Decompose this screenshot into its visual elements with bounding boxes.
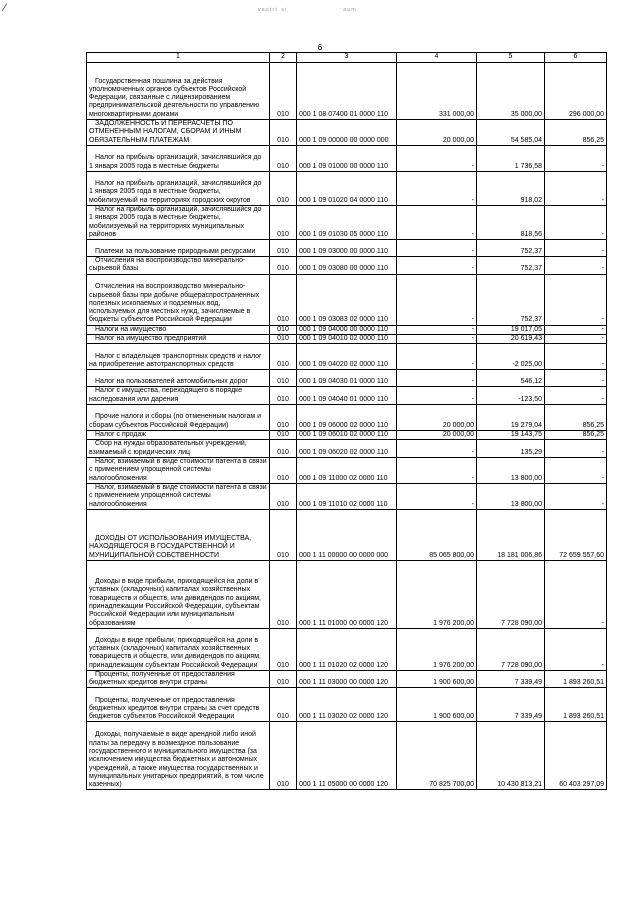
row-name-cell: Налог с продаж [87,430,270,439]
line-code-cell: 010 [270,120,297,146]
row-name-cell: Налог на прибыль организаций, зачислявшийся до 1 января 2005 года в местные бюджеты [87,146,270,172]
executed-amount-cell: 752,37 [477,257,545,275]
table-row [87,370,607,387]
executed-amount-cell: 546,12 [477,370,545,387]
budget-code-cell: 000 1 09 03083 02 0000 110 [297,274,397,325]
row-name-cell: ЗАДОЛЖЕННОСТЬ И ПЕРЕРАСЧЕТЫ ПО ОТМЕНЕННЫМ НАЛОГАМ, СБОРАМ И ИНЫМ ОБЯЗАТЕЛЬНЫМ ПЛАТЕЖАМ [87,120,270,146]
approved-amount-cell: 1 976 200,00 [397,560,477,628]
table-row [87,483,607,509]
table-row [87,344,607,370]
row-name-cell: Налог с имущества, переходящего в порядке наследования или дарения [87,387,270,405]
line-code-cell: 010 [270,404,297,430]
executed-amount-cell: 135,29 [477,440,545,458]
budget-code-cell: 000 1 09 04030 01 0000 110 [297,370,397,387]
row-name-cell: Налог с владельцев транспортных средств и налог на приобретение автотранспортных средств [87,344,270,370]
table-row [87,509,607,560]
approved-amount-cell: - [397,257,477,275]
unexecuted-amount-cell: 1 893 260,51 [545,688,607,722]
executed-amount-cell: 1 736,58 [477,146,545,172]
approved-amount-cell: 331 000,00 [397,63,477,120]
row-name-cell: Налоги на имущество [87,325,270,334]
unexecuted-amount-cell: 856,25 [545,430,607,439]
table-row [87,457,607,483]
approved-amount-cell: 1 900 600,00 [397,670,477,688]
line-code-cell: 010 [270,344,297,370]
executed-amount-cell: 19 279,04 [477,404,545,430]
line-code-cell: 010 [270,387,297,405]
table-row [87,688,607,722]
unexecuted-amount-cell: 72 659 557,60 [545,509,607,560]
column-header: 5 [477,53,545,63]
line-code-cell: 010 [270,274,297,325]
budget-code-cell: 000 1 11 01000 00 0000 120 [297,560,397,628]
row-name-cell: Доходы в виде прибыли, приходящейся на доли в уставных (складочных) капиталах хозяйственных товариществ и обществ, или дивидендов по акциям, принадлежащим субъектам Российской Федерации [87,628,270,670]
executed-amount-cell: 54 585,04 [477,120,545,146]
scan-mark: ˑᵃᵘᵐ [340,6,357,15]
line-code-cell: 010 [270,509,297,560]
approved-amount-cell: - [397,483,477,509]
executed-amount-cell: 7 339,49 [477,688,545,722]
approved-amount-cell: - [397,344,477,370]
table-row [87,120,607,146]
line-code-cell: 010 [270,628,297,670]
table-header-row [87,53,607,63]
budget-code-cell: 000 1 09 11010 02 0000 110 [297,483,397,509]
line-code-cell: 010 [270,483,297,509]
row-name-cell: Проценты, полученные от предоставления бюджетных кредитов внутри страны [87,670,270,688]
table-row [87,172,607,206]
column-header: 1 [87,53,270,63]
budget-code-cell: 000 1 09 06010 02 0000 110 [297,430,397,439]
approved-amount-cell: 1 900 600,00 [397,688,477,722]
line-code-cell: 010 [270,670,297,688]
line-code-cell: 010 [270,172,297,206]
table-row [87,240,607,257]
approved-amount-cell: 1 976 200,00 [397,628,477,670]
executed-amount-cell: 7 339,49 [477,670,545,688]
approved-amount-cell: - [397,457,477,483]
line-code-cell: 010 [270,560,297,628]
approved-amount-cell: - [397,387,477,405]
unexecuted-amount-cell: - [545,146,607,172]
budget-code-cell: 000 1 09 04040 01 0000 110 [297,387,397,405]
row-name-cell: Доходы, получаемые в виде арендной либо иной платы за передачу в возмездное пользование государственного и муниципального имущества (за исключением имущества бюджетных и автономных учреждений, а также имущества государственных и муниципальных унитарных предприятий, в том числе казенных) [87,722,270,790]
approved-amount-cell: - [397,240,477,257]
revenue-table [86,52,607,790]
unexecuted-amount-cell: - [545,257,607,275]
row-name-cell: Налог на пользователей автомобильных дорог [87,370,270,387]
row-name-cell: Государственная пошлина за действия уполномоченных органов субъектов Российской Федерации, связанные с лицензированием предпринимательской деятельности по управлению многоквартирными домами [87,63,270,120]
unexecuted-amount-cell: - [545,440,607,458]
budget-code-cell: 000 1 11 03000 00 0000 120 [297,670,397,688]
line-code-cell: 010 [270,257,297,275]
unexecuted-amount-cell: - [545,274,607,325]
unexecuted-amount-cell: 856,25 [545,404,607,430]
unexecuted-amount-cell: - [545,240,607,257]
row-name-cell: Налог на прибыль организаций, зачислявшийся до 1 января 2005 года в местные бюджеты, мобилизуемый на территориях городских округов [87,172,270,206]
executed-amount-cell: 752,37 [477,240,545,257]
row-name-cell: Налог, взимаемый в виде стоимости патента в связи с применением упрощенной системы налогообложения [87,483,270,509]
column-header: 6 [545,53,607,63]
row-name-cell: Отчисления на воспроизводство минерально-сырьевой базы при добыче общераспространенных полезных ископаемых и подземных вод, используемых для местных нужд, зачисляемые в бюджеты субъектов Российской Федерации [87,274,270,325]
executed-amount-cell: 19 017,05 [477,325,545,334]
table-row [87,440,607,458]
scan-mark: ᵛᵃᵘᵗʳᵗ ˢⁱ [258,6,288,15]
row-name-cell: ДОХОДЫ ОТ ИСПОЛЬЗОВАНИЯ ИМУЩЕСТВА, НАХОДЯЩЕГОСЯ В ГОСУДАРСТВЕННОЙ И МУНИЦИПАЛЬНОЙ СОБСТВЕННОСТИ [87,509,270,560]
budget-code-cell: 000 1 09 04020 02 0000 110 [297,344,397,370]
table-row [87,274,607,325]
unexecuted-amount-cell: - [545,325,607,334]
table-row [87,722,607,790]
table-row [87,335,607,344]
line-code-cell: 010 [270,688,297,722]
row-name-cell: Налог на прибыль организаций, зачислявшийся до 1 января 2005 года в местные бюджеты, мобилизуемый на территориях муниципальных районов [87,206,270,240]
executed-amount-cell: 19 143,75 [477,430,545,439]
unexecuted-amount-cell: - [545,172,607,206]
approved-amount-cell: 20 000,00 [397,404,477,430]
budget-code-cell: 000 1 09 06020 02 0000 110 [297,440,397,458]
unexecuted-amount-cell: - [545,206,607,240]
row-name-cell: Налог, взимаемый в виде стоимости патента в связи с применением упрощенной системы налогообложения [87,457,270,483]
row-name-cell: Платежи за пользование природными ресурсами [87,240,270,257]
executed-amount-cell: 35 000,00 [477,63,545,120]
budget-code-cell: 000 1 08 07400 01 0000 110 [297,63,397,120]
unexecuted-amount-cell: - [545,335,607,344]
unexecuted-amount-cell: - [545,628,607,670]
executed-amount-cell: -123,50 [477,387,545,405]
row-name-cell: Отчисления на воспроизводство минерально-сырьевой базы [87,257,270,275]
approved-amount-cell: - [397,146,477,172]
executed-amount-cell: 7 728 090,00 [477,628,545,670]
table-row [87,670,607,688]
table-row [87,63,607,120]
budget-code-cell: 000 1 09 01000 00 0000 110 [297,146,397,172]
unexecuted-amount-cell: - [545,560,607,628]
budget-code-cell: 000 1 11 00000 00 0000 000 [297,509,397,560]
executed-amount-cell: 13 800,00 [477,483,545,509]
line-code-cell: 010 [270,206,297,240]
approved-amount-cell: - [397,206,477,240]
executed-amount-cell: 752,37 [477,274,545,325]
line-code-cell: 010 [270,457,297,483]
column-header: 3 [297,53,397,63]
budget-code-cell: 000 1 09 01030 05 0000 110 [297,206,397,240]
line-code-cell: 010 [270,722,297,790]
unexecuted-amount-cell: 60 403 297,09 [545,722,607,790]
row-name-cell: Проценты, полученные от предоставления бюджетных кредитов внутри страны за счет средств бюджетов субъектов Российской Федерации [87,688,270,722]
row-name-cell: Доходы в виде прибыли, приходящейся на доли в уставных (складочных) капиталах хозяйственных товариществ и обществ, или дивидендов по акциям, принадлежащим Российской Федерации, субъектам Российской Федерации или муниципальным образованиям [87,560,270,628]
executed-amount-cell: 18 181 006,86 [477,509,545,560]
executed-amount-cell: 918,02 [477,172,545,206]
budget-code-cell: 000 1 09 01020 04 0000 110 [297,172,397,206]
table-row [87,257,607,275]
unexecuted-amount-cell: 296 000,00 [545,63,607,120]
unexecuted-amount-cell: - [545,387,607,405]
unexecuted-amount-cell: 856,25 [545,120,607,146]
approved-amount-cell: 70 825 700,00 [397,722,477,790]
budget-code-cell: 000 1 09 03080 00 0000 110 [297,257,397,275]
corner-mark: ⁄ [4,2,6,14]
line-code-cell: 010 [270,146,297,172]
unexecuted-amount-cell: - [545,344,607,370]
approved-amount-cell: - [397,172,477,206]
row-name-cell: Налог на имущество предприятий [87,335,270,344]
budget-code-cell: 000 1 09 04010 02 0000 110 [297,335,397,344]
approved-amount-cell: - [397,335,477,344]
row-name-cell: Прочие налоги и сборы (по отмененным налогам и сборам субъектов Российской Федерации) [87,404,270,430]
approved-amount-cell: - [397,325,477,334]
table-row [87,146,607,172]
budget-code-cell: 000 1 09 11000 02 0000 110 [297,457,397,483]
approved-amount-cell: 85 065 800,00 [397,509,477,560]
row-name-cell: Сбор на нужды образовательных учреждений, взимаемый с юридических лиц [87,440,270,458]
line-code-cell: 010 [270,430,297,439]
column-header: 2 [270,53,297,63]
line-code-cell: 010 [270,240,297,257]
budget-code-cell: 000 1 09 06000 02 0000 110 [297,404,397,430]
unexecuted-amount-cell: - [545,370,607,387]
budget-code-cell: 000 1 11 01020 02 0000 120 [297,628,397,670]
line-code-cell: 010 [270,63,297,120]
line-code-cell: 010 [270,335,297,344]
table-row [87,206,607,240]
table-row [87,628,607,670]
budget-code-cell: 000 1 09 00000 00 0000 000 [297,120,397,146]
budget-code-cell: 000 1 11 05000 00 0000 120 [297,722,397,790]
approved-amount-cell: - [397,370,477,387]
budget-code-cell: 000 1 11 03020 02 0000 120 [297,688,397,722]
table-row [87,560,607,628]
approved-amount-cell: 20 000,00 [397,430,477,439]
executed-amount-cell: 13 800,00 [477,457,545,483]
approved-amount-cell: - [397,274,477,325]
budget-code-cell: 000 1 09 04000 00 0000 110 [297,325,397,334]
line-code-cell: 010 [270,440,297,458]
unexecuted-amount-cell: - [545,483,607,509]
budget-code-cell: 000 1 09 03000 00 0000 110 [297,240,397,257]
line-code-cell: 010 [270,325,297,334]
table-row [87,325,607,334]
table-row [87,404,607,430]
approved-amount-cell: 20 000,00 [397,120,477,146]
executed-amount-cell: 20 619,43 [477,335,545,344]
unexecuted-amount-cell: 1 893 260,51 [545,670,607,688]
column-header: 4 [397,53,477,63]
table-row [87,430,607,439]
unexecuted-amount-cell: - [545,457,607,483]
executed-amount-cell: 818,56 [477,206,545,240]
page-number: 6 [317,43,323,52]
line-code-cell: 010 [270,370,297,387]
executed-amount-cell: 10 430 813,21 [477,722,545,790]
table-row [87,387,607,405]
executed-amount-cell: -2 025,00 [477,344,545,370]
approved-amount-cell: - [397,440,477,458]
executed-amount-cell: 7 728 090,00 [477,560,545,628]
